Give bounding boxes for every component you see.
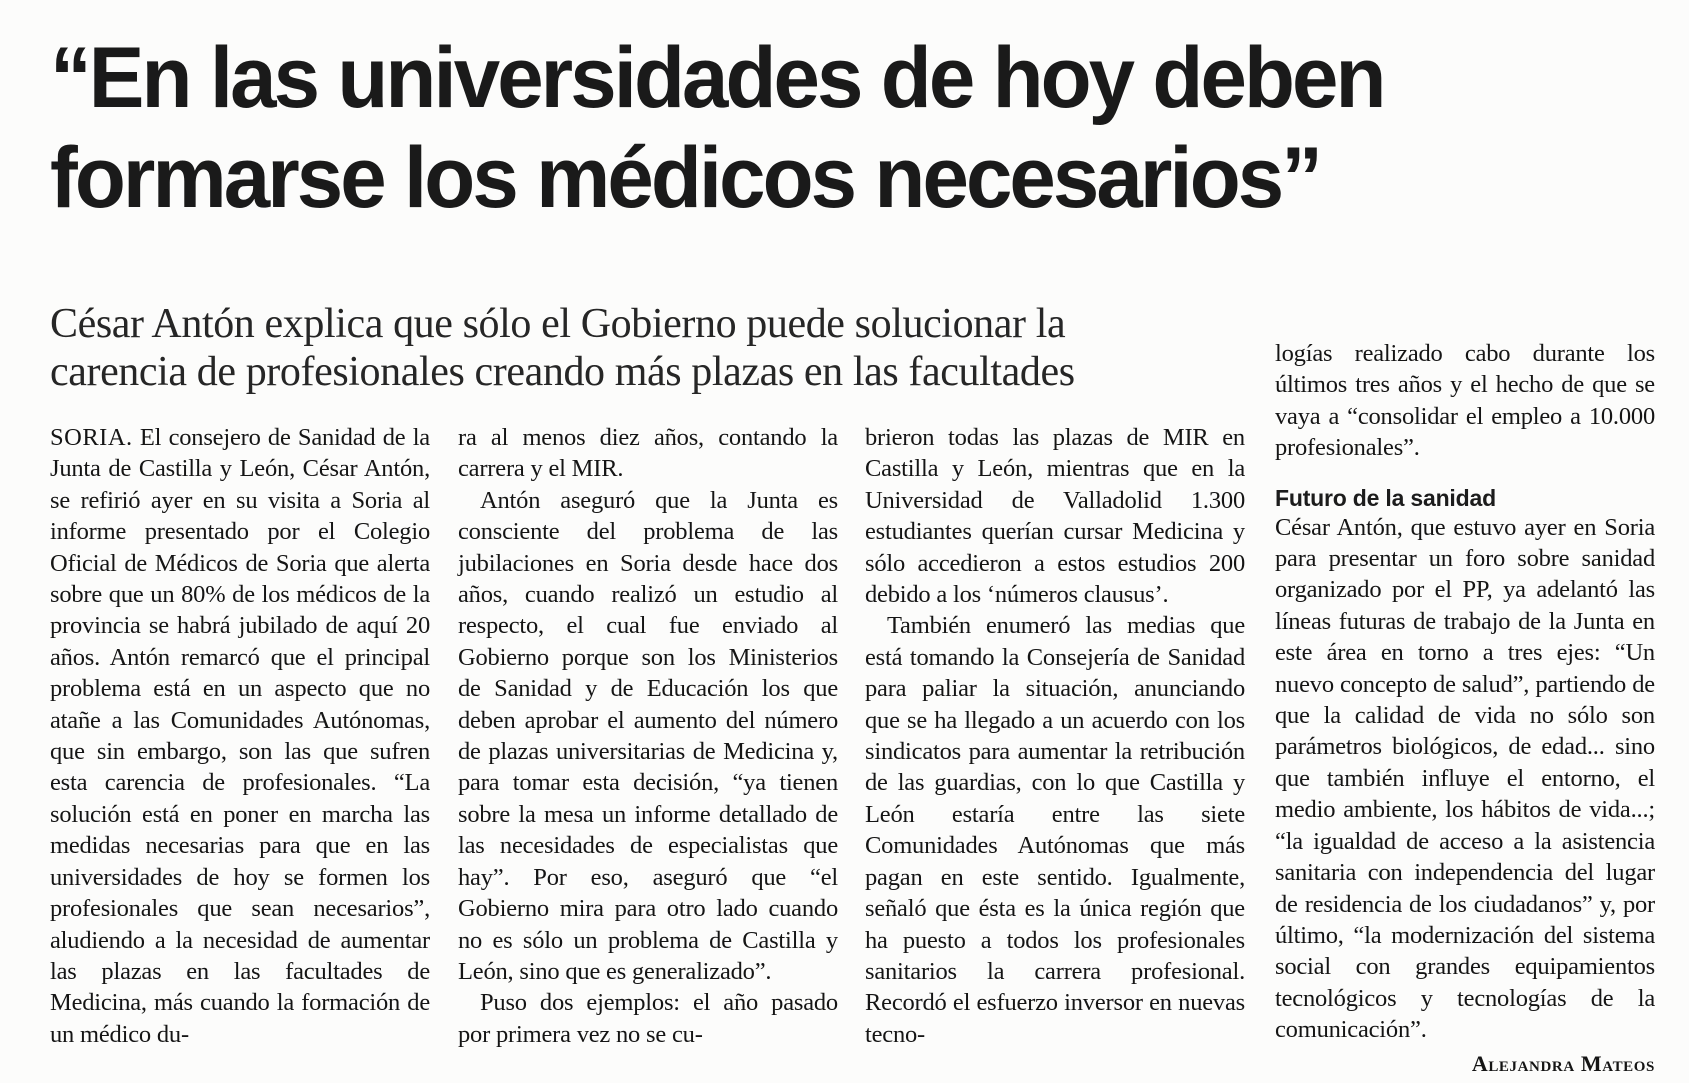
paragraph-4: También enumeró las medias que está tomando la Consejería de Sanidad para paliar la situación, anunciando que se ha llegado a un acuerdo con los sindicatos para aumentar la retribución de las guardias, con lo que Castilla y León estaría entre las siete Comunidades Autónomas que más pagan en este sentido. Igualmente, señaló que ésta es la única región que ha puesto a todos los profesionales sanitarios la carrera profesional. Recordó el esfuerzo inversor en nuevas tecno- [865,612,1245,1048]
column-4 [1275,338,1655,1079]
column-3 [865,422,1245,1050]
paragraph-3-continued: brieron todas las plazas de MIR en Castilla y León, mientras que en la Universidad de Valladolid 1.300 estudiantes querían cursar Medicina y sólo accedieron a estos estudios 200 debido a los ‘números clausus’. [865,424,1245,609]
section-heading: Futuro de la sanidad [1275,484,1496,511]
subheadline: César Antón explica que sólo el Gobierno puede solucionar la carencia de profesionales creando más plazas en las facultades [50,301,1075,395]
paragraph-1-text: El consejero de Sanidad de la Junta de Castilla y León, César Antón, se refirió ayer en su visita a Soria al informe presentado por el Colegio Oficial de Médicos de Soria que alerta sobre que un 80% de los médicos de la provincia se habrá jubilado de aquí 20 años. Antón remarcó que el principal problema está en un aspecto que no atañe a las Comunidades Autónomas, que sin embargo, son las que sufren esta carencia de profesionales. “La solución está en poner en marcha las medidas necesarias para que en las universidades de hoy se formen los profesionales que sean necesarios”, aludiendo a la necesidad de aumentar las plazas en las facultades de Medicina, más cuando la formación de un médico du- [50,424,430,1048]
paragraph-lead [50,422,430,1050]
paragraph-3: Puso dos ejemplos: el año pasado por primera vez no se cu- [458,989,838,1048]
paragraph-5: César Antón, que estuvo ayer en Soria para presentar un foro sobre sanidad organizado por el PP, ya adelantó las líneas futuras de trabajo de la Junta en este área en torno a tres ejes: “Un nuevo concepto de salud”, partiendo de que la calidad de vida no sólo son parámetros biológicos, de edad... sino que también influye el entorno, el medio ambiente, los hábitos de vida...; “la igualdad de acceso a la asistencia sanitaria con independencia del lugar de residencia de los ciudadanos” y, por último, “la modernización del sistema social con grandes equipamientos tecnológicos y tecnologías de la comunicación”. [1275,513,1655,1044]
byline: Alejandra Mateos [1471,1050,1655,1076]
column-2 [458,422,838,1050]
dateline: SORIA. [50,424,133,451]
paragraph-1-continued: ra al menos diez años, contando la carrera y el MIR. [458,424,838,483]
headline: “En las universidades de hoy deben formarse los médicos necesarios” [50,30,1384,226]
paragraph-2: Antón aseguró que la Junta es consciente del problema de las jubilaciones en Soria desde hace dos años, cuando realizó un estudio al respecto, el cual fue enviado al Gobierno porque son los Ministerios de Sanidad y de Educación los que deben aprobar el aumento del número de plazas universitarias de Medicina y, para tomar esta decisión, “ya tienen sobre la mesa un informe detallado de las necesidades de especialistas que hay”. Por eso, aseguró que “el Gobierno mira para otro lado cuando no es sólo un problema de Castilla y León, sino que es generalizado”. [458,486,838,985]
column-1 [50,422,430,1050]
paragraph-4-continued: logías realizado cabo durante los últimos tres años y el hecho de que se vaya a “consolidar el empleo a 10.000 profesionales”. [1275,340,1655,462]
